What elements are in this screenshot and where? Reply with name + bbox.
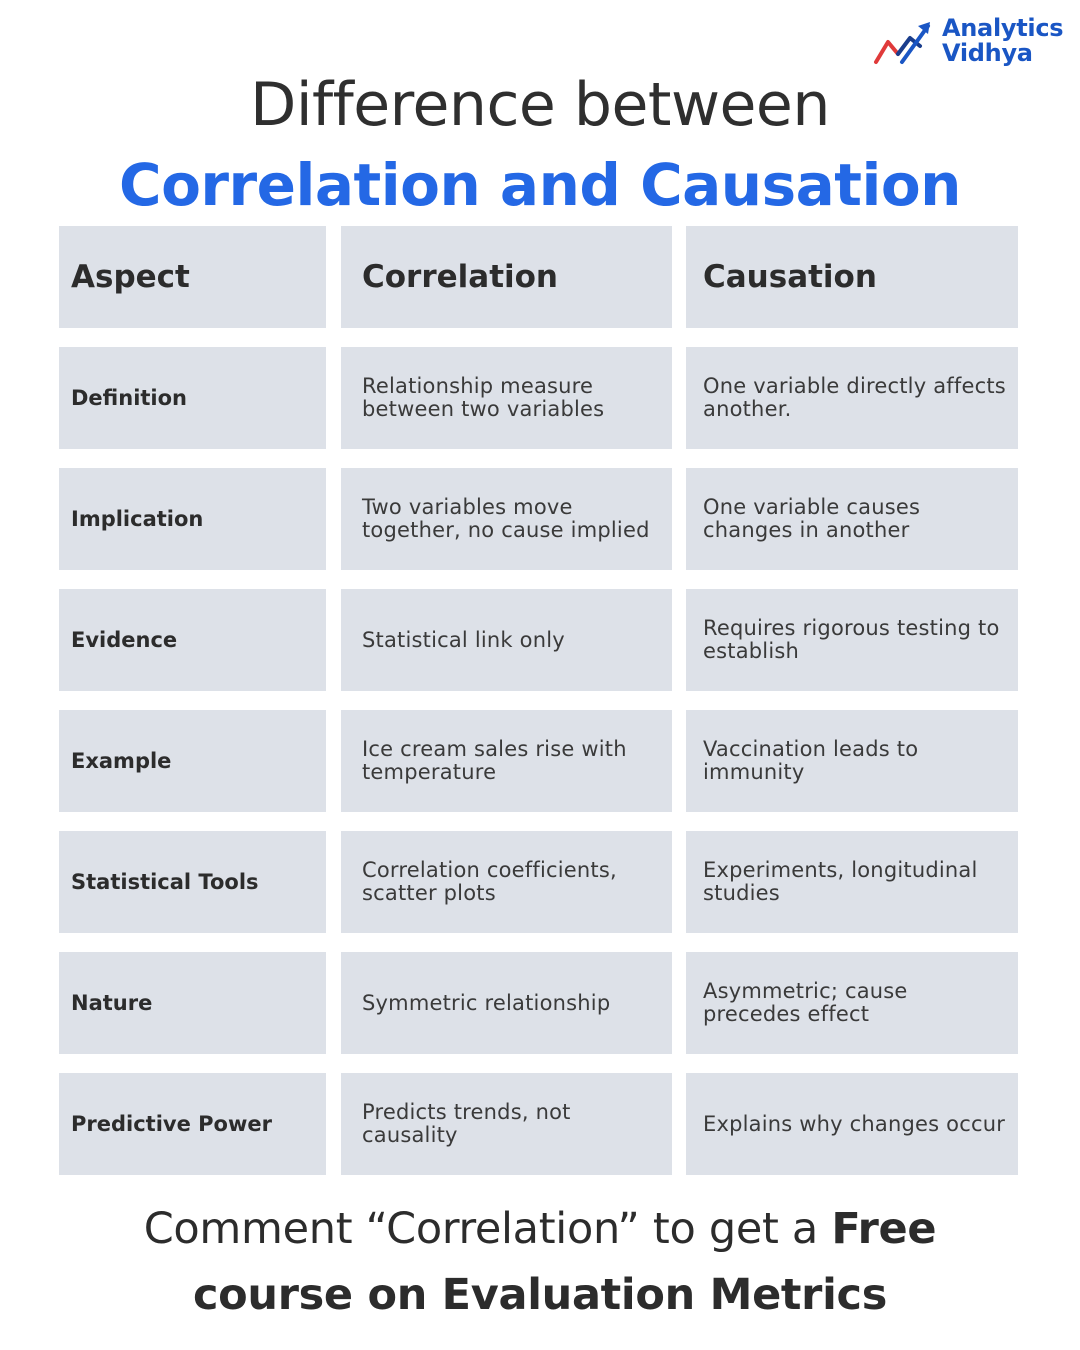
row-nature-correlation: Symmetric relationship (341, 952, 672, 1054)
brand-line1: Analytics (942, 14, 1064, 42)
page-subtitle: Correlation and Causation (119, 151, 961, 219)
row-example-causation: Vaccination leads to immunity (686, 710, 1018, 812)
row-evidence-correlation: Statistical link only (341, 589, 672, 691)
analytics-vidhya-chart-arrow-icon (872, 18, 934, 68)
row-example-correlation: Ice cream sales rise with temperature (341, 710, 672, 812)
cta-text: Comment “Correlation” to get a (143, 1204, 832, 1254)
brand-logo (872, 16, 1072, 70)
row-nature-causation: Asymmetric; cause precedes effect (686, 952, 1018, 1054)
row-statistical-tools-correlation: Correlation coefficients, scatter plots (341, 831, 672, 933)
row-definition-aspect: Definition (59, 347, 326, 449)
call-to-action (0, 1196, 1080, 1328)
header-causation: Causation (686, 226, 1018, 328)
row-example-aspect: Example (59, 710, 326, 812)
row-evidence-causation: Requires rigorous testing to establish (686, 589, 1018, 691)
row-implication-correlation: Two variables move together, no cause implied (341, 468, 672, 570)
row-predictive-power-causation: Explains why changes occur (686, 1073, 1018, 1175)
brand-line2: Vidhya (942, 39, 1033, 67)
brand-name (942, 16, 1063, 66)
row-statistical-tools-causation: Experiments, longitudinal studies (686, 831, 1018, 933)
cta-free: Free (831, 1204, 937, 1254)
row-definition-causation: One variable directly affects another. (686, 347, 1018, 449)
row-statistical-tools-aspect: Statistical Tools (59, 831, 326, 933)
row-evidence-aspect: Evidence (59, 589, 326, 691)
row-implication-aspect: Implication (59, 468, 326, 570)
row-predictive-power-correlation: Predicts trends, not causality (341, 1073, 672, 1175)
header-correlation: Correlation (341, 226, 672, 328)
row-definition-correlation: Relationship measure between two variables (341, 347, 672, 449)
cta-course: course on Evaluation Metrics (192, 1270, 888, 1320)
header-aspect: Aspect (59, 226, 326, 328)
row-nature-aspect: Nature (59, 952, 326, 1054)
row-implication-causation: One variable causes changes in another (686, 468, 1018, 570)
row-predictive-power-aspect: Predictive Power (59, 1073, 326, 1175)
page-title: Difference between (250, 70, 830, 140)
